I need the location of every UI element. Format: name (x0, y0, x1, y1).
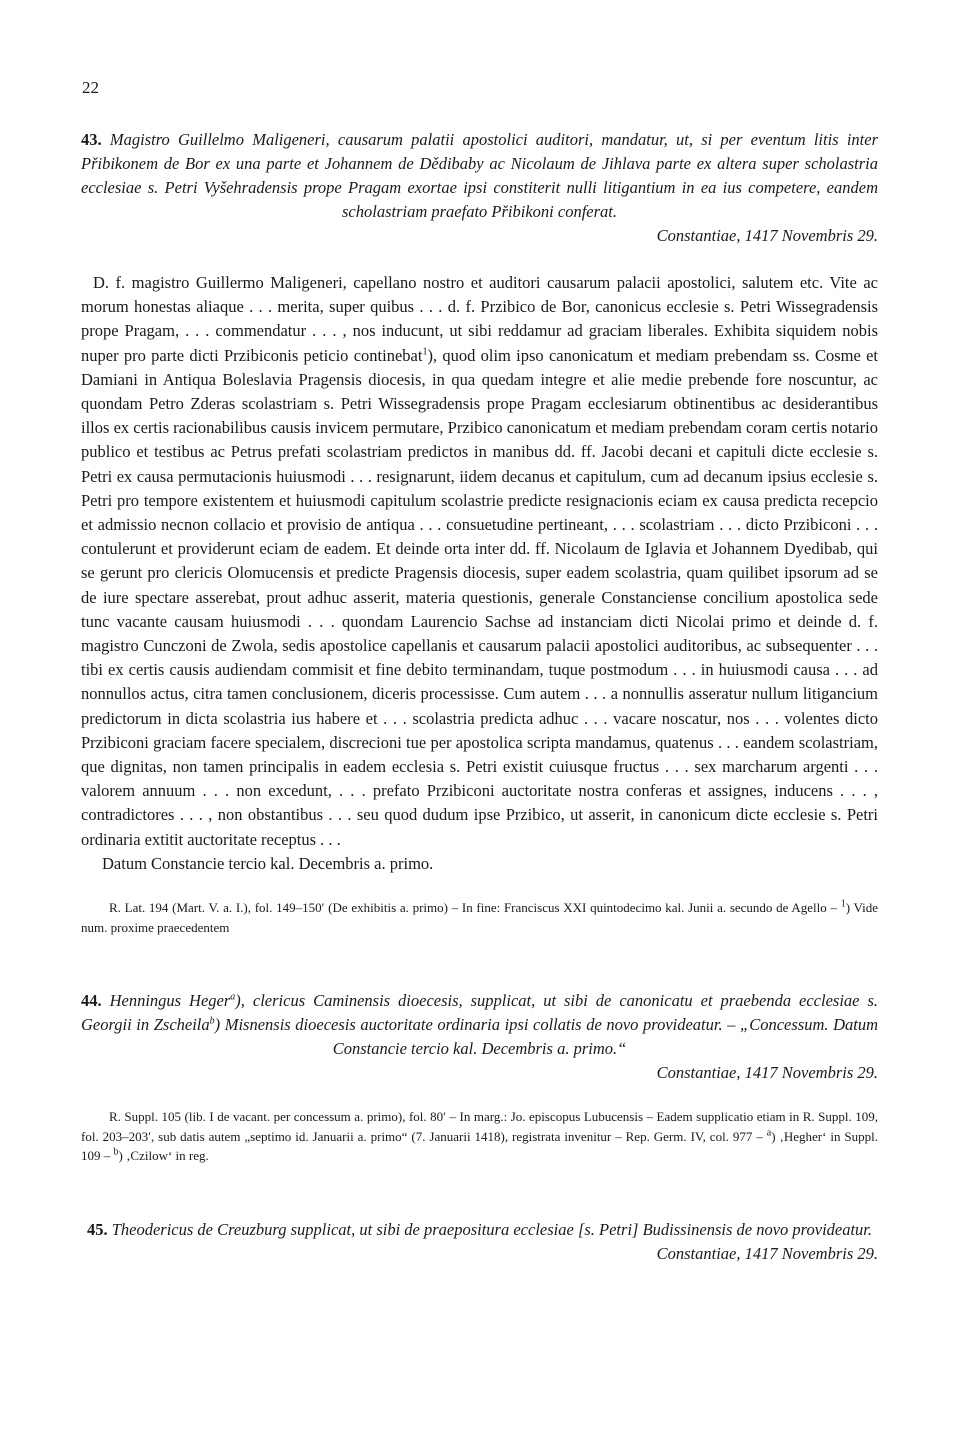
entry-heading-text: ), clericus Caminensis dioecesis, supplicat, ut sibi de canonicatu et praebenda ecclesiae s. Georgii in Zscheila (81, 991, 878, 1035)
page-number: 22 (82, 78, 99, 97)
body-text-part: D. f. magistro Guillermo Maligeneri, capellano nostro et auditori causarum palacii apostolici, salutem etc. Vite ac morum honestas aliaque . . . merita, super quibus . . . d. f. Przibico de Bor, canonicus ecclesie s. Petri Wissegradensis prope Pragam, . . . commendatur . . . , nos inducunt, ut sibi reddamur ad graciam liberales. Exhibita siquidem nobis nuper pro parte dicti Przibiconis peticio continebat (81, 273, 878, 365)
entry-notes (81, 1107, 878, 1166)
entry-heading-text: Magistro Guillelmo Maligeneri, causarum palatii apostolici auditori, mandatur, ut, si per eventum litis inter Přibikonem de Bor ex una parte et Johannem de Dědibaby ac Nicolaum de Jihlava parte ex altera super scholastria ecclesiae s. Petri Vyšehradensis prope Pragam exortae ipsi constiterit nulli litigantium in ea ius competere, eandem scholastriam praefato Přibikoni conferat. (81, 130, 878, 221)
place-date: Constantiae, 1417 Novembris 29. (656, 1243, 878, 1263)
footnote-marker: a (766, 1127, 772, 1139)
body-paragraph (81, 271, 878, 852)
footnote-marker: b (113, 1146, 119, 1158)
footnote-ref: a (230, 991, 236, 1003)
entry-heading-text: Henningus Heger (109, 991, 231, 1011)
entry-notes (81, 898, 878, 937)
entry-body (81, 271, 878, 876)
entry-number: 45. (86, 1219, 108, 1239)
entry-44 (81, 989, 878, 1166)
page-content (81, 128, 878, 1266)
entry-number: 44. (81, 991, 102, 1011)
place-date: Constantiae, 1417 Novembris 29. (656, 1063, 878, 1083)
place-date: Constantiae, 1417 Novembris 29. (656, 226, 878, 245)
footnote-ref: 1 (422, 346, 428, 358)
notes-text: ) ‚Czilow‘ in reg. (118, 1148, 209, 1164)
notes-text: R. Lat. 194 (Mart. V. a. I.), fol. 149–150′ (De exhibitis a. primo) – In fine: Franciscus XXI quintodecimo kal. Junii a. secundo de Agello – (109, 900, 841, 916)
notes-text: R. Suppl. 105 (lib. I de vacant. per concessum a. primo), fol. 80′ – In marg.: Jo. episcopus Lubucensis – Eadem supplicatio etiam in R. Suppl. 109, fol. 203–203′, sub datis autem „septimo id. Januarii a. primo“ (7. Januarii 1418), registrata invenitur – Rep. Germ. IV, col. 977 – (81, 1109, 878, 1144)
entry-43 (81, 128, 878, 937)
entry-heading-text: Theodericus de Creuzburg supplicat, ut sibi de praepositura ecclesiae [s. Petri] Budissinensis de novo provideatur. (111, 1219, 873, 1239)
entry-number: 43. (81, 130, 102, 149)
notes-text: ) Vide num. proxime praecedentem (81, 900, 878, 935)
entry-heading (81, 989, 878, 1061)
entry-heading (81, 1218, 878, 1242)
entry-45 (81, 1218, 878, 1266)
footnote-ref: b (209, 1015, 215, 1027)
body-text-part: ), quod olim ipso canonicatum et mediam prebendam ss. Cosme et Damiani in Antiqua Boleslavia Pragensis diocesis, in qua quedam integre et alie medie prebende fore noscuntur, ac quondam Petro Zderas scolastriam s. Petri Wissegradensis prope Pragam ecclesiarum obtinentibus ac desiderantibus illos ex certis racionabilibus causis invicem permutare, Przibico canonicatum et mediam prebendam coram certis notario publico et testibus ac Petrus prefati scolastriam predictos in manibus dd. ff. Jacobi decani et capituli dicte ecclesie s. Petri ex causa permutacionis huiusmodi . . . resignarunt, iidem decanus et capitulum, cum ad decanum ipsius ecclesie s. Petri pro tempore existentem et huiusmodi capitulum scolastrie predicte resignacionis eciam ex causa predicta recepcio et admissio necnon collacio et provisio de antiqua . . . consuetudine pertineant, . . . scolastriam . . . dicto Przibiconi . . . contulerunt et providerunt eciam de eadem. Et deinde orta inter dd. ff. Nicolaum de Iglavia et Johannem Dyedibab, qui se gerunt pro clericis Olomucensis et predicte Pragensis diocesis, super eadem scolastria, quam quilibet ipsorum ad se de iure spectare asserebat, prout adhuc asserit, materia questionis, generale Constanciense concilium apostolica sede tunc vacante causam huiusmodi . . . quondam Laurencio Sachse ad instanciam dicti Nicolai primo et deinde d. f. magistro Cunczoni de Zwola, sedis apostolice capellanis et causarum palacii apostolici auditoribus, ac subsequenter . . . tibi ex certis causis audiendam commisit et fine debito terminandam, tuque postmodum . . . in huiusmodi causa . . . ad nonnullos actus, citra tamen conclusionem, diceris processisse. Cum autem . . . a nonnullis asseratur nullum litigancium predictorum in dicta scolastria ius habere et . . . scolastria predicta adhuc . . . vacare noscatur, nos . . . volentes dicto Przibiconi graciam facere specialem, discrecioni tue per apostolica scripta mandamus, quatenus . . . eandem scolastriam, que dignitas, non tamen principalis in eadem ecclesia s. Petri existit cuiusque fructus . . . sex marcharum argenti . . . valorem annuum . . . non excedunt, . . . prefato Przibiconi auctoritate nostra conferas et assignes, inducens . . . , contradictores . . . , non obstantibus . . . seu quod dudum ipse Przibico, ut asserit, in canonicum dicte ecclesie s. Petri ordinaria extitit auctoritate receptus . . . (81, 345, 878, 849)
closing-line: Datum Constancie tercio kal. Decembris a. primo. (102, 853, 434, 873)
footnote-marker: 1 (840, 898, 846, 910)
notes-text: ) ‚Hegher‘ in Suppl. 109 – (81, 1128, 878, 1164)
entry-heading-text: ) Misnensis dioecesis auctoritate ordinaria ipsi collatis de novo provideatur. – „Concessum. Datum Constancie tercio kal. Decembris a. primo.“ (214, 1015, 878, 1059)
entry-heading (81, 128, 878, 224)
